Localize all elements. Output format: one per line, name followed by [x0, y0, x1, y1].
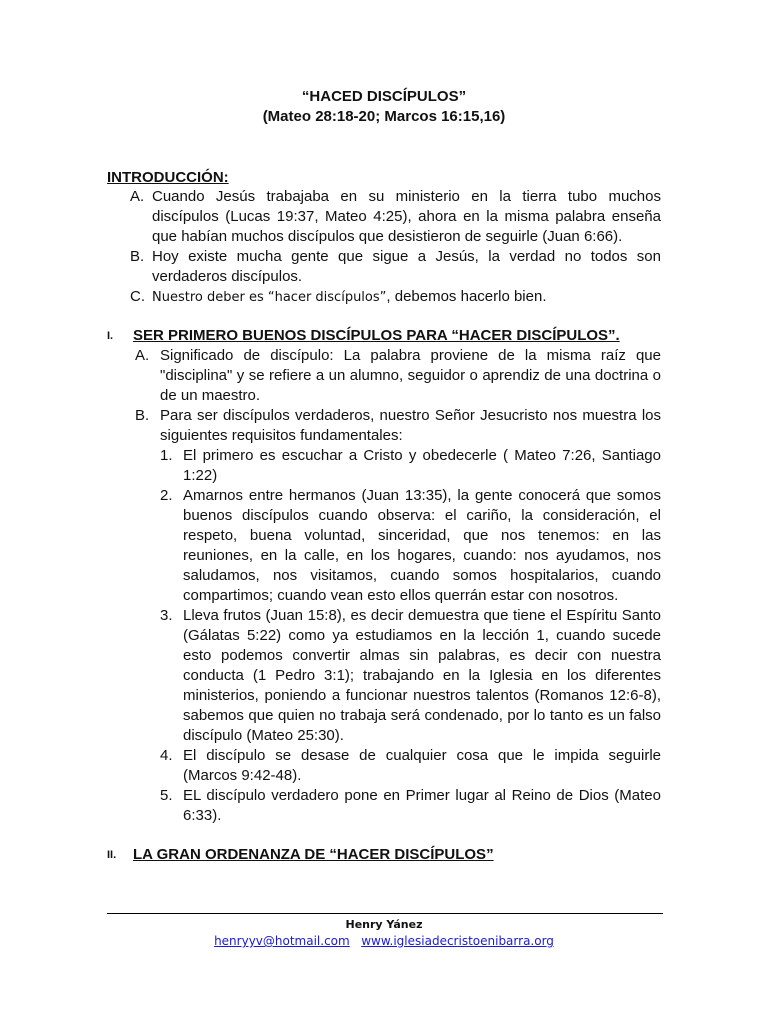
intro-a-line: Cuando Jesús trabajaba en su ministerio en la tierra tubo muchos — [152, 188, 661, 205]
intro-a-line: discípulos (Lucas 19:37, Mateo 4:25), ahora en la misma palabra enseña — [152, 208, 661, 225]
item-3-line: esto podemos convertir almas sin palabras, es decir con nuestra — [183, 647, 661, 664]
intro-c-marker: C. — [130, 288, 145, 305]
item-1-line: El primero es escuchar a Cristo y obedecerle ( Mateo 7:26, Santiago — [183, 447, 661, 464]
section1-b-line: siguientes requisitos fundamentales: — [160, 427, 403, 444]
section1-a-line: "disciplina" y se refiere a un alumno, seguidor o aprendiz de una doctrina o — [160, 367, 661, 384]
footer-author: Henry Yánez — [345, 918, 423, 931]
item-5-line: 6:33). — [183, 807, 222, 824]
footer-website-link[interactable]: www.iglesiadecristoenibarra.org — [361, 934, 554, 948]
intro-c-rest: , debemos hacerlo bien. — [386, 288, 547, 305]
item-2-line: buenos discípulos cuando observa: el cariño, la consideración, el — [183, 507, 661, 524]
item-3-line: Lleva frutos (Juan 15:8), es decir demuestra que tiene el Espíritu Santo — [183, 607, 661, 624]
item-5-marker: 5. — [160, 787, 173, 804]
intro-c-line — [152, 287, 547, 308]
section2-numeral: II. — [107, 849, 117, 861]
intro-a-line: que habían muchos discípulos que desistieron de seguirle (Juan 6:66). — [152, 228, 623, 245]
document-subtitle: (Mateo 28:18-20; Marcos 16:15,16) — [262, 108, 506, 125]
item-3-marker: 3. — [160, 607, 173, 624]
item-3-line: (Gálatas 5:22) como ya estudiamos en la lección 1, cuando sucede — [183, 627, 661, 644]
intro-c-quote: Nuestro deber es “hacer discípulos” — [152, 290, 387, 305]
footer-link-separator — [354, 934, 358, 948]
section1-a-line: de un maestro. — [160, 387, 261, 404]
item-2-marker: 2. — [160, 487, 173, 504]
item-2-line: respeto, buena voluntad, sinceridad, que nos tenemos: en las — [183, 527, 661, 544]
section1-a-marker: A. — [135, 347, 150, 364]
item-3-line: ministerios, poniendo a funcionar nuestros talentos (Romanos 12:6-8), — [183, 687, 661, 704]
intro-a-marker: A. — [130, 188, 145, 205]
item-2-line: Amarnos entre hermanos (Juan 13:35), la gente conocerá que somos — [183, 487, 661, 504]
item-4-marker: 4. — [160, 747, 173, 764]
item-4-line: El discípulo se desase de cualquier cosa que le impida seguirle — [183, 747, 661, 764]
section1-a-line: Significado de discípulo: La palabra proviene de la misma raíz que — [160, 347, 661, 364]
item-2-line: reuniones, en la calle, en los hogares, cuando: nos ayudamos, nos — [183, 547, 661, 564]
item-4-line: (Marcos 9:42-48). — [183, 767, 302, 784]
section2-heading: LA GRAN ORDENANZA DE “HACER DISCÍPULOS” — [133, 846, 494, 863]
intro-b-line: verdaderos discípulos. — [152, 268, 303, 285]
item-1-marker: 1. — [160, 447, 173, 464]
section1-b-marker: B. — [135, 407, 150, 424]
section1-heading: SER PRIMERO BUENOS DISCÍPULOS PARA “HACER DISCÍPULOS”. — [133, 327, 620, 344]
document-title: “HACED DISCÍPULOS” — [301, 88, 467, 105]
section1-numeral: I. — [107, 330, 114, 342]
footer-rule — [107, 913, 663, 914]
item-3-line: conducta (1 Pedro 3:1); trabajando en la Iglesia en los diferentes — [183, 667, 661, 684]
footer-links — [0, 934, 768, 948]
section1-b-line: Para ser discípulos verdaderos, nuestro Señor Jesucristo nos muestra los — [160, 407, 661, 424]
item-2-line: compartimos; cuando vean esto ellos querrán estar con nosotros. — [183, 587, 619, 604]
item-2-line: saludamos, nos visitamos, cuando somos hospitalarios, cuando — [183, 567, 661, 584]
item-3-line: sabemos que quien no trabaja será condenado, por lo tanto es un falso — [183, 707, 661, 724]
intro-heading: INTRODUCCIÓN: — [107, 169, 229, 186]
intro-b-line: Hoy existe mucha gente que sigue a Jesús, la verdad no todos son — [152, 248, 661, 265]
item-3-line: discípulo (Mateo 25:30). — [183, 727, 344, 744]
item-5-line: EL discípulo verdadero pone en Primer lugar al Reino de Dios (Mateo — [183, 787, 661, 804]
intro-b-marker: B. — [130, 248, 145, 265]
footer-email-link[interactable]: henryyv@hotmail.com — [214, 934, 350, 948]
item-1-line: 1:22) — [183, 467, 218, 484]
